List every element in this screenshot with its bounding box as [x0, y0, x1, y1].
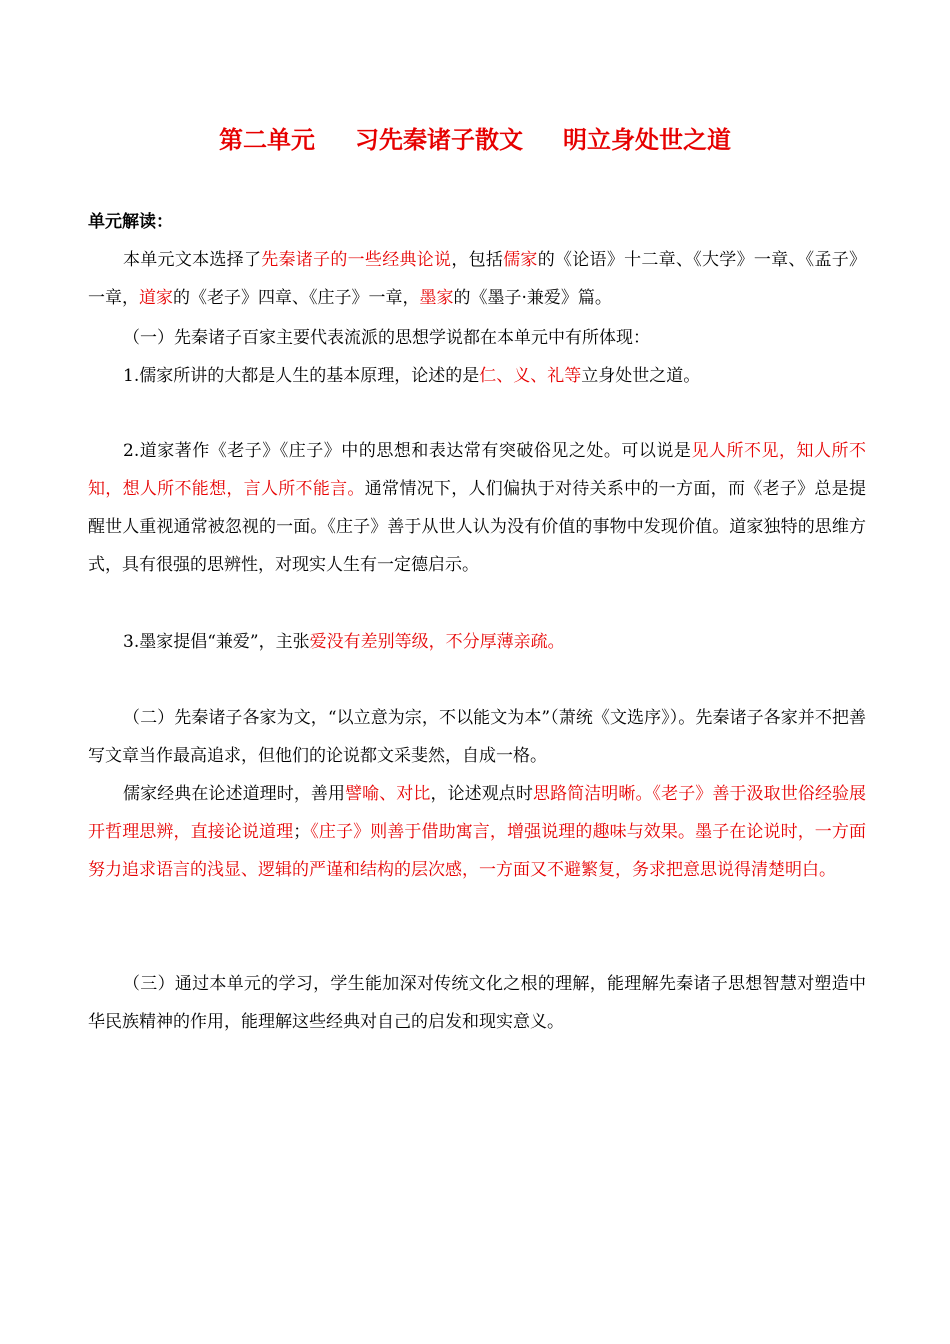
text-span: 1.儒家所讲的大都是人生的基本原理，论述的是 — [123, 366, 480, 386]
title-part-2: 习先秦诸子散文 — [355, 126, 523, 154]
highlight-text: 爱没有差别等级，不分厚薄亲疏。 — [309, 632, 565, 652]
text-span: 儒家经典在论述道理时，善用 — [123, 784, 346, 804]
paragraph-mohist — [88, 623, 866, 661]
paragraph-confucian — [88, 357, 866, 395]
text-span: ，包括 — [451, 250, 504, 270]
highlight-text: 儒家 — [503, 250, 538, 270]
text-span: 本单元文本选择了 — [123, 250, 262, 270]
highlight-text: 墨家 — [419, 288, 454, 308]
text-span: 通常情况下，人们偏执于对待关系中的一方面，而《老子》总是提醒世人重视通常被忽视的一面。《庄子》善于从世人认为没有价值的事物中发现价值。道家独特的思维方式，具有很强的思辨性，对现实人生有一定德启示。 — [88, 479, 867, 575]
text-span: ； — [293, 822, 311, 842]
paragraph-daoist — [88, 432, 866, 584]
highlight-text: 见人所不见，知人所不知，想人所不能想，言人所不能言。 — [88, 441, 867, 499]
text-span: 立身处世之道。 — [581, 366, 701, 386]
title-part-1: 第二单元 — [219, 126, 315, 154]
text-span: 2.道家著作《老子》《庄子》中的思想和表达常有突破俗见之处。可以说是 — [123, 441, 692, 461]
highlight-text: 先秦诸子的一些经典论说 — [261, 250, 452, 270]
section-heading: 单元解读： — [88, 212, 173, 232]
highlight-text: 思路简洁明晰。《老子》善于汲取世俗经验展开哲理思辨，直接论说道理 — [88, 784, 867, 842]
text-span: 的《老子》四章、《庄子》一章， — [173, 288, 420, 308]
highlight-text: 《庄子》则善于借助寓言，增强说理的趣味与效果。墨子在论说时，一方面努力追求语言的浅显、逻辑的严谨和结构的层次感，一方面又不避繁复，务求把意思说得清楚明白。 — [88, 822, 867, 880]
paragraph-section-one: （一）先秦诸子百家主要代表流派的思想学说都在本单元中有所体现： — [123, 328, 650, 348]
paragraph-section-three: （三）通过本单元的学习，学生能加深对传统文化之根的理解，能理解先秦诸子思想智慧对塑造中华民族精神的作用，能理解这些经典对自己的启发和现实意义。 — [88, 974, 866, 1032]
text-span: 的《论语》十二章、《大学》一章、《孟子》一章， — [88, 250, 867, 308]
title-part-3: 明立身处世之道 — [563, 126, 731, 154]
text-span: 的《墨子·兼爱》篇。 — [453, 288, 612, 308]
paragraph-writing-styles — [88, 775, 866, 889]
highlight-text: 譬喻、对比 — [345, 784, 431, 804]
paragraph-section-two: （二）先秦诸子各家为文，“以立意为宗，不以能文为本”（萧统《文选序》）。先秦诸子各家并不把善写文章当作最高追求，但他们的论说都文采斐然，自成一格。 — [88, 708, 866, 766]
highlight-text: 道家 — [139, 288, 173, 308]
highlight-text: 仁、义、礼等 — [479, 366, 582, 386]
text-span: ，论述观点时 — [430, 784, 533, 804]
paragraph-intro — [88, 241, 866, 317]
text-span: 3.墨家提倡“兼爱”，主张 — [123, 632, 310, 652]
page-title — [0, 120, 950, 160]
